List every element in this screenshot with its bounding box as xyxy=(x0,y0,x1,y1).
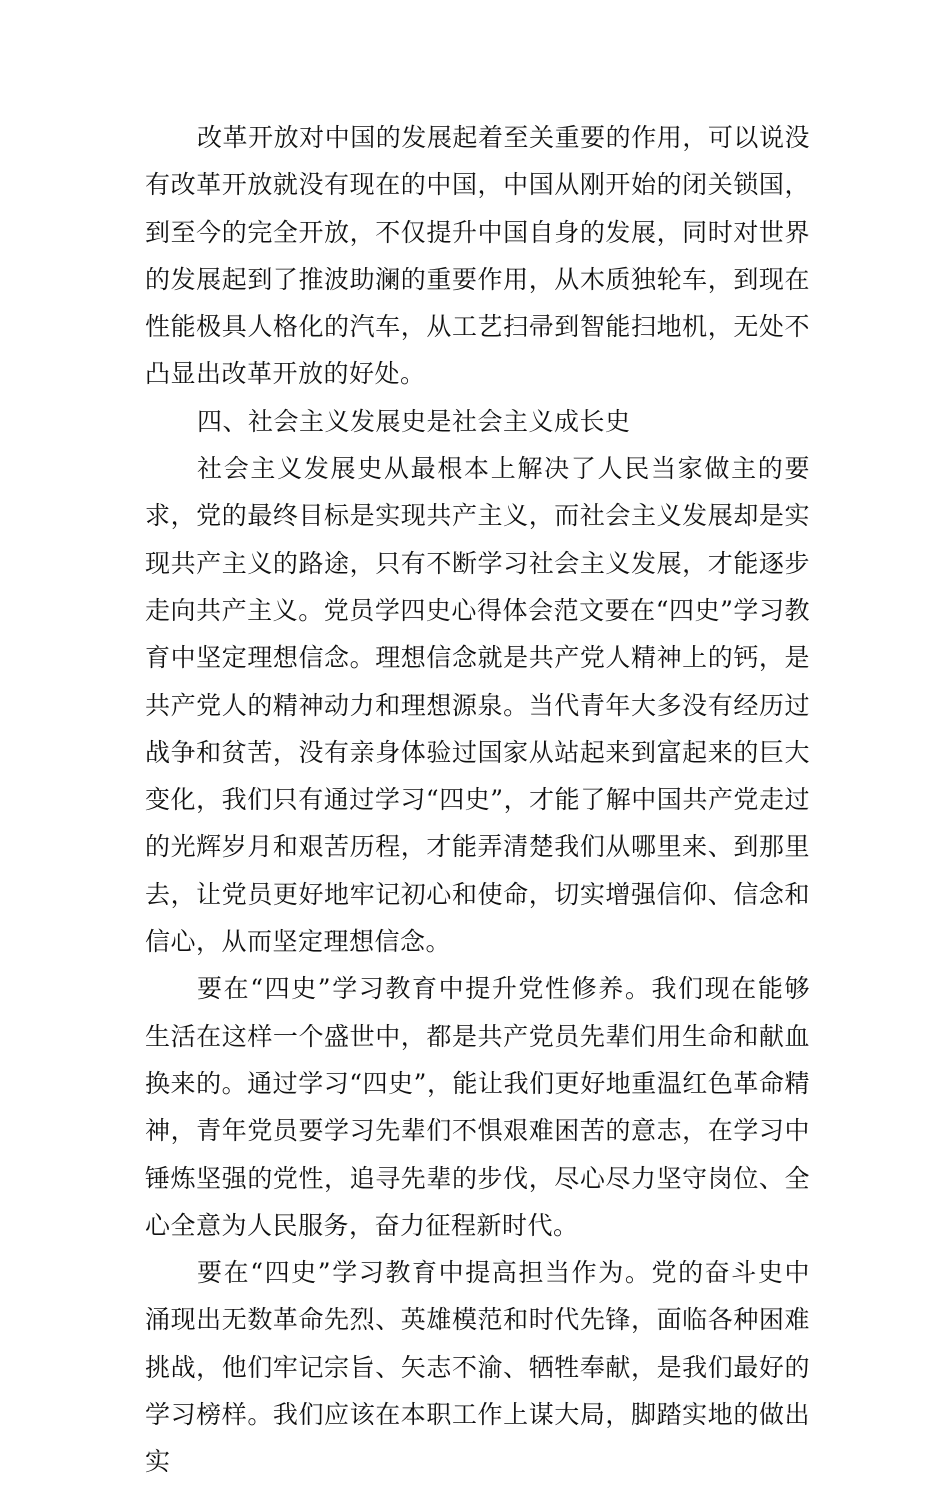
paragraph-socialism-history: 社会主义发展史从最根本上解决了人民当家做主的要求，党的最终目标是实现共产主义，而社会主义发展却是实现共产主义的路途，只有不断学习社会主义发展，才能逐步走向共产主义。党员学四史心得体会范文要在“四史”学习教育中坚定理想信念。理想信念就是共产党人精神上的钙，是共产党人的精神动力和理想源泉。当代青年大多没有经历过战争和贫苦，没有亲身体验过国家从站起来到富起来的巨大变化，我们只有通过学习“四史”，才能了解中国共产党走过的光辉岁月和艰苦历程，才能弄清楚我们从哪里来、到那里去，让党员更好地牢记初心和使命，切实增强信仰、信念和信心，从而坚定理想信念。 xyxy=(145,454,810,957)
document-body xyxy=(145,114,810,1486)
section-heading-four: 四、社会主义发展史是社会主义成长史 xyxy=(197,406,631,436)
paragraph-responsibility: 要在“四史”学习教育中提高担当作为。党的奋斗史中涌现出无数革命先烈、英雄模范和时代先锋，面临各种困难挑战，他们牢记宗旨、矢志不渝、牺牲奉献，是我们最好的学习榜样。我们应该在本职工作上谋大局，脚踏实地的做出实 xyxy=(145,1258,810,1477)
paragraph-party-spirit: 要在“四史”学习教育中提升党性修养。我们现在能够生活在这样一个盛世中，都是共产党员先辈们用生命和献血换来的。通过学习“四史”，能让我们更好地重温红色革命精神，青年党员要学习先辈们不惧艰难困苦的意志，在学习中锤炼坚强的党性，追寻先辈的步伐，尽心尽力坚守岗位、全心全意为人民服务，奋力征程新时代。 xyxy=(145,974,810,1240)
paragraph-reform-opening: 改革开放对中国的发展起着至关重要的作用，可以说没有改革开放就没有现在的中国，中国从刚开始的闭关锁国，到至今的完全开放，不仅提升中国自身的发展，同时对世界的发展起到了推波助澜的重要作用，从木质独轮车，到现在性能极具人格化的汽车，从工艺扫帚到智能扫地机，无处不凸显出改革开放的好处。 xyxy=(145,123,810,389)
